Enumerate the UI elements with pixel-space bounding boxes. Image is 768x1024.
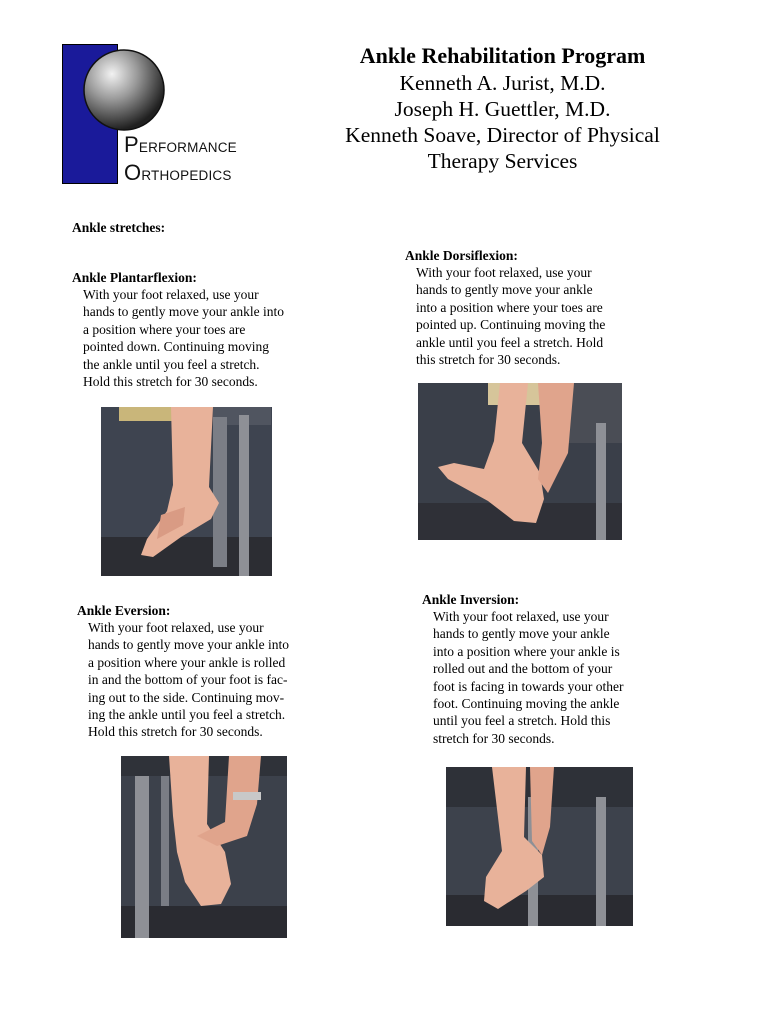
section-inversion xyxy=(422,591,682,747)
logo-wordmark: PERFORMANCE ORTHOPEDICS xyxy=(124,132,237,185)
plantarflexion-photo xyxy=(101,407,272,576)
document-header xyxy=(320,42,685,174)
section-title: Ankle Plantarflexion: xyxy=(72,270,197,285)
section-dorsiflexion xyxy=(405,247,655,368)
header-line: Therapy Services xyxy=(427,149,578,173)
section-eversion xyxy=(77,602,337,741)
section-plantarflexion xyxy=(72,269,322,390)
section-body: With your foot relaxed, use your hands to gently move your ankle into a position where your ankle is rolled in and the bottom of your foot is fac- ing out to the side. Continuing mov- ing the ankle until you feel a stretch. Hold this stretch for 30 seconds. xyxy=(88,620,289,740)
section-body: With your foot relaxed, use your hands to gently move your ankle into a position where your toes are pointed up. Continuing moving the ankle until you feel a stretch. Hold this stretch for 30 seconds. xyxy=(416,265,606,368)
logo-sphere-icon xyxy=(82,48,166,132)
section-title: Ankle Eversion: xyxy=(77,603,171,618)
performance-orthopedics-logo xyxy=(62,44,262,186)
section-title: Ankle Dorsiflexion: xyxy=(405,248,518,263)
ankle-stretches-label: Ankle stretches: xyxy=(72,220,166,235)
header-line: Joseph H. Guettler, M.D. xyxy=(394,97,611,121)
document-title: Ankle Rehabilitation Program xyxy=(359,43,646,68)
header-line: Kenneth Soave, Director of Physical xyxy=(345,123,660,147)
dorsiflexion-photo xyxy=(418,383,622,540)
header-line: Kenneth A. Jurist, M.D. xyxy=(399,71,606,95)
section-body: With your foot relaxed, use your hands to gently move your ankle into a position where your ankle is rolled out and the bottom of your foot is facing in towards your other foot. Continuing moving the ankle until you feel a stretch. Hold this stretch for 30 seconds. xyxy=(433,609,624,746)
inversion-photo xyxy=(446,767,633,926)
eversion-photo xyxy=(121,756,287,938)
section-title: Ankle Inversion: xyxy=(422,592,520,607)
section-body: With your foot relaxed, use your hands to gently move your ankle into a position where your toes are pointed down. Continuing moving the ankle until you feel a stretch. Hold this stretch for 30 seconds. xyxy=(83,287,284,390)
